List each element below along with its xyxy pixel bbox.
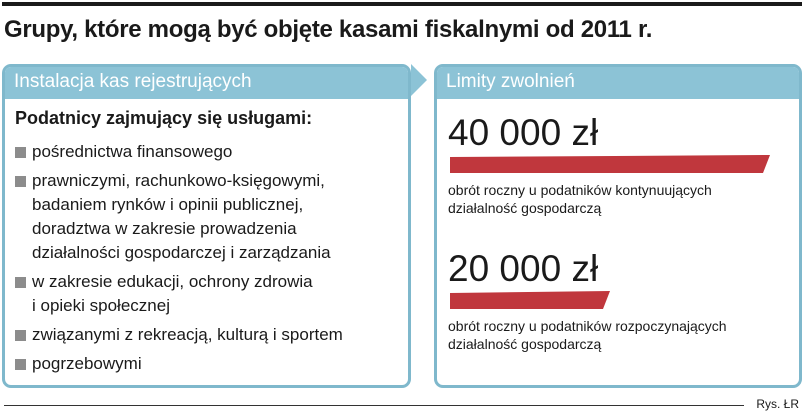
limit-block-continuing [448,113,788,217]
limit-bar-chart [450,155,780,175]
left-panel [2,64,411,388]
arrow-right-icon [411,64,427,96]
service-group-line: pośrednictwa finansowego [32,142,233,161]
left-panel-header: Instalacja kas rejestrujących [5,67,408,99]
top-rule [2,2,802,6]
limit-bar-chart [450,291,780,311]
limit-block-starting [448,249,788,353]
limit-description [448,317,788,353]
limit-description [448,181,788,217]
limit-description-line: działalność gospodarczą [448,200,602,216]
page-title: Grupy, które mogą być objęte kasami fiskalnymi od 2011 r. [4,16,653,43]
service-group-line: związanymi z rekreacją, kulturą i sportem [32,325,343,344]
services-subtitle: Podatnicy zajmujący się usługami: [15,108,313,128]
right-panel-header: Limity zwolnień [437,67,799,99]
service-group-line: prawniczymi, rachunkowo-księgowymi, [32,171,325,190]
limit-description-line: działalność gospodarczą [448,336,602,352]
bar-limit-continuing [450,155,770,173]
image-credit: Rys. ŁR [756,397,799,411]
service-group-item [5,140,408,164]
service-group-line: badaniem rynków i opinii publicznej, [32,195,304,214]
bar-limit-starting [450,291,610,309]
service-groups-list [5,140,408,381]
square-bullet-icon [15,147,26,158]
limit-value-label: 20 000 zł [448,248,599,289]
right-panel [434,64,802,388]
service-group-line: i opieki społecznej [32,296,170,315]
service-group-line: doradztwa w zakresie prowadzenia [32,219,297,238]
service-group-item [5,169,408,265]
service-group-line: w zakresie edukacji, ochrony zdrowia [32,272,313,291]
footer-rule [4,405,744,406]
square-bullet-icon [15,176,26,187]
service-group-line: pogrzebowymi [32,354,142,373]
limit-value-label: 40 000 zł [448,112,599,153]
limit-description-line: obrót roczny u podatników kontynuujących [448,182,712,198]
limit-description-line: obrót roczny u podatników rozpoczynających [448,318,727,334]
service-group-item [5,323,408,347]
service-group-item [5,352,408,376]
square-bullet-icon [15,277,26,288]
service-group-item [5,270,408,318]
service-group-line: działalności gospodarczej i zarządzania [32,243,331,262]
square-bullet-icon [15,330,26,341]
square-bullet-icon [15,359,26,370]
